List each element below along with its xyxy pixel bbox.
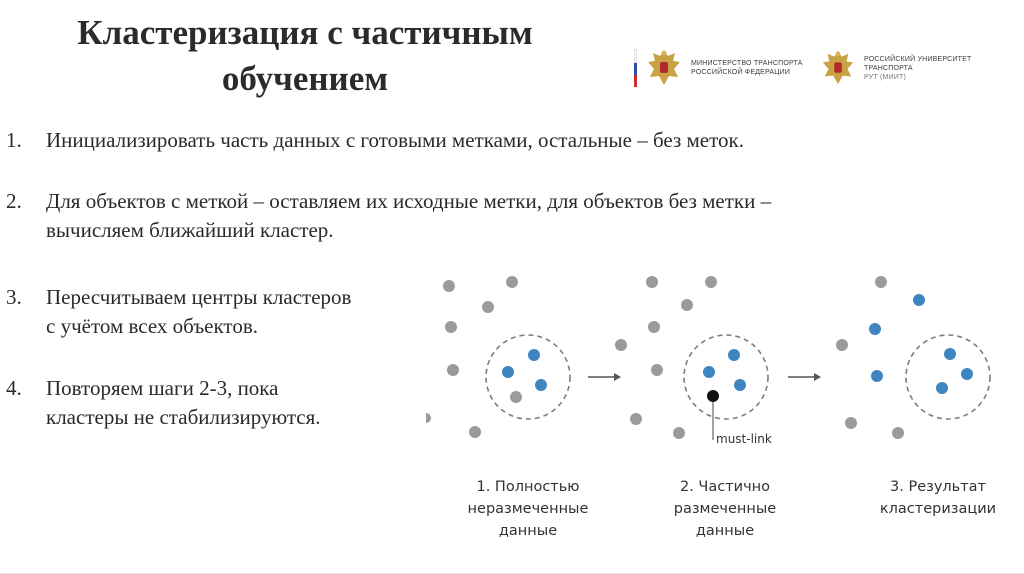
arrow-icon bbox=[588, 373, 621, 381]
cluster-point bbox=[936, 382, 948, 394]
university-logo bbox=[820, 44, 971, 92]
unlabeled-point bbox=[705, 276, 717, 288]
step-text: Повторяем шаги 2-3, пока bbox=[46, 376, 279, 400]
cluster-point bbox=[502, 366, 514, 378]
university-emblem-icon bbox=[820, 47, 856, 89]
step-text: Пересчитываем центры кластеров bbox=[46, 285, 352, 309]
panel-result bbox=[836, 276, 990, 439]
unlabeled-point bbox=[892, 427, 904, 439]
unlabeled-point bbox=[646, 276, 658, 288]
unlabeled-point bbox=[681, 299, 693, 311]
cluster-point bbox=[961, 368, 973, 380]
eagle-emblem-icon bbox=[645, 47, 683, 89]
step-text: Инициализировать часть данных с готовыми метками, остальные – без меток. bbox=[46, 128, 744, 152]
unlabeled-point bbox=[482, 301, 494, 313]
header-logos bbox=[634, 44, 994, 92]
unlabeled-point bbox=[836, 339, 848, 351]
slide-title bbox=[20, 10, 590, 102]
step-text: с учётом всех объектов. bbox=[46, 314, 258, 338]
unlabeled-point bbox=[651, 364, 663, 376]
must-link-label: must-link bbox=[716, 432, 772, 446]
title-line-1: Кластеризация с частичным bbox=[77, 13, 533, 52]
step-text: вычисляем ближайший кластер. bbox=[46, 218, 334, 242]
step-text: кластеры не стабилизируются. bbox=[46, 405, 321, 429]
step-number: 2. bbox=[6, 189, 22, 213]
university-name: РОССИЙСКИЙ УНИВЕРСИТЕТ ТРАНСПОРТА РУТ (МИИТ) bbox=[864, 55, 972, 81]
ministry-logo bbox=[634, 44, 803, 92]
cluster-point bbox=[728, 349, 740, 361]
step-text: Для объектов с меткой – оставляем их исходные метки, для объектов без метки – bbox=[46, 189, 772, 213]
list-item bbox=[6, 283, 351, 341]
step-number: 4. bbox=[6, 376, 22, 400]
unlabeled-point bbox=[510, 391, 522, 403]
caption-partially-labeled: 2. Частично размеченные данные bbox=[673, 479, 777, 539]
list-item bbox=[6, 126, 744, 155]
step-number: 3. bbox=[6, 285, 22, 309]
unlabeled-point bbox=[445, 321, 457, 333]
unlabeled-point bbox=[506, 276, 518, 288]
panel-partially-labeled bbox=[615, 276, 772, 446]
panel-unlabeled bbox=[426, 276, 570, 438]
step-number: 1. bbox=[6, 128, 22, 152]
cluster-point bbox=[528, 349, 540, 361]
cluster-point bbox=[535, 379, 547, 391]
cluster-point bbox=[871, 370, 883, 382]
cluster-boundary bbox=[486, 335, 570, 419]
title-line-2: обучением bbox=[221, 59, 389, 98]
cluster-point bbox=[703, 366, 715, 378]
clustering-figure bbox=[426, 262, 1010, 552]
list-item bbox=[6, 187, 771, 245]
unlabeled-point bbox=[630, 413, 642, 425]
cluster-boundary bbox=[684, 335, 768, 419]
unlabeled-point bbox=[673, 427, 685, 439]
unlabeled-point bbox=[426, 413, 431, 423]
unlabeled-point bbox=[443, 280, 455, 292]
unlabeled-point bbox=[447, 364, 459, 376]
caption-unlabeled: 1. Полностью неразмеченные данные bbox=[467, 479, 589, 539]
arrow-icon bbox=[788, 373, 821, 381]
unlabeled-point bbox=[469, 426, 481, 438]
cluster-point bbox=[944, 348, 956, 360]
cluster-point bbox=[734, 379, 746, 391]
must-link-point bbox=[707, 390, 719, 402]
list-item bbox=[6, 374, 321, 432]
cluster-point bbox=[869, 323, 881, 335]
russian-flag-icon bbox=[634, 49, 637, 87]
unlabeled-point bbox=[648, 321, 660, 333]
clustering-diagram bbox=[426, 262, 1010, 462]
cluster-point bbox=[913, 294, 925, 306]
unlabeled-point bbox=[875, 276, 887, 288]
cluster-boundary bbox=[906, 335, 990, 419]
ministry-name: МИНИСТЕРСТВО ТРАНСПОРТА РОССИЙСКОЙ ФЕДЕРАЦИИ bbox=[691, 60, 803, 76]
unlabeled-point bbox=[845, 417, 857, 429]
unlabeled-point bbox=[615, 339, 627, 351]
caption-result: 3. Результат кластеризации bbox=[879, 479, 997, 517]
